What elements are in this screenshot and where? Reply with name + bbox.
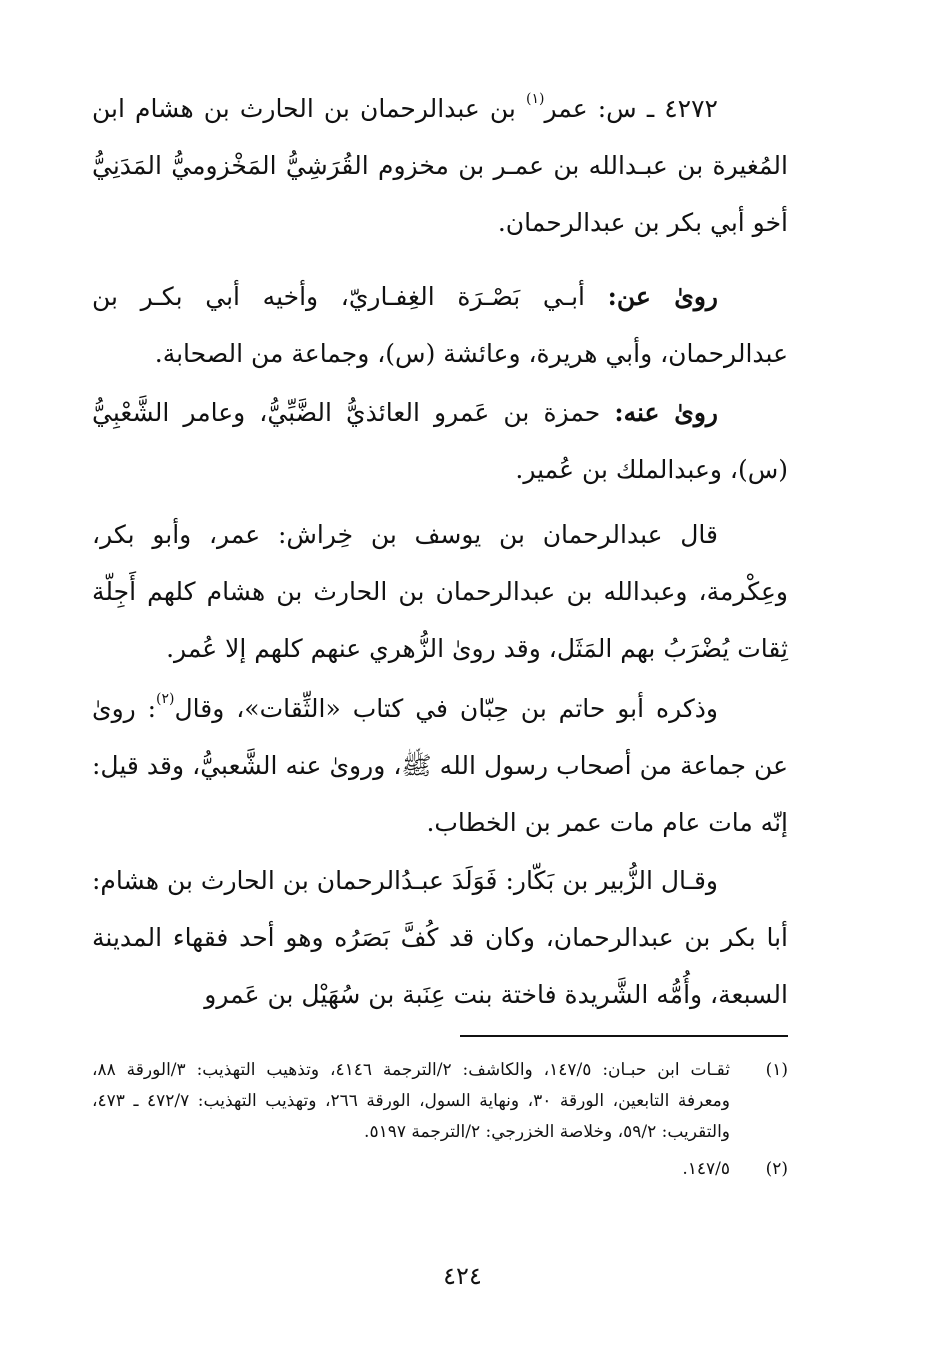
ibn-khirash-paragraph: قال عبدالرحمان بن يوسف بن خِراش: عمر، وأبو بكر، وعِكْرمة، وعبدالله بن عبدالرحمان بن الحارث بن هشام كلهم أَجِلّة ثِقات يُضْرَبُ بهم المَثَل، وقد روىٰ الزُّهري عنهم كلهم إلا عُمر.: [92, 520, 788, 663]
footnote-ref-1[interactable]: (١): [526, 91, 545, 107]
footnote-ref-2[interactable]: (٢): [156, 691, 175, 707]
footnote-number: (١): [765, 1060, 788, 1080]
narrated-from-section: [92, 268, 788, 382]
zubair-paragraph: وقـال الزُّبير بن بَكّار: فَوَلَدَ عبـدُالرحمان بن الحارث بن هشام: أبا بكر بن عبدالرحمان، وكان قد كُفَّ بَصَرُه وهو أحد فقهاء المدينة السبعة، وأُمُّه الشَّريدة فاختة بنت عِنَبة بن سُهَيْل بن عَمرو: [92, 866, 788, 1009]
narrated-from-label: روىٰ عن:: [607, 282, 719, 311]
footnote-text: ١٤٧/٥.: [682, 1159, 730, 1179]
footnote-1: [92, 1055, 788, 1148]
zubair-section: [92, 852, 788, 1023]
footnote-divider: [460, 1035, 788, 1037]
narrated-by-section: [92, 384, 788, 498]
ibn-khirash-section: [92, 506, 788, 677]
narrated-by-text: حمزة بن عَمرو العائذيُّ الضَّبِّيُّ، وعامر الشَّعْبِيُّ (س)، وعبدالملك بن عُمير.: [92, 398, 788, 484]
footnotes: [92, 1055, 788, 1191]
narrated-by-paragraph: [92, 384, 788, 498]
entry-dash: ـ: [646, 94, 655, 123]
narrated-from-text: أبـي بَصْـرَة الغِفـاريّ، وأخيه أبي بكـر بن عبدالرحمان، وأبي هريرة، وعائشة (س)، وجماعة من الصحابة.: [92, 282, 788, 368]
ibn-hibban-text-before: وذكره أبو حاتم بن حِبّان في كتاب «الثِّقات»، وقال: [174, 694, 718, 723]
entry-name: عمر: [544, 94, 588, 123]
footnote-text: ثقـات ابن حبـان: ١٤٧/٥، والكاشف: ٢/الترجمة ٤١٤٦، وتذهيب التهذيب: ٣/الورقة ٨٨، ومعرفة التابعين، الورقة ٣٠، ونهاية السول، الورقة ٢٦٦، وتهذيب التهذيب: ٤٧٢/٧ ـ ٤٧٣، والتقريب: ٥٩/٢، وخلاصة الخزرجي: ٢/الترجمة ٥١٩٧.: [92, 1060, 731, 1142]
ibn-hibban-section: [92, 680, 788, 851]
ibn-hibban-text-after: : روىٰ عن جماعة من أصحاب رسول الله ﷺ، وروىٰ عنه الشَّعبيُّ، وقد قيل: إنّه مات عام مات عمر بن الخطاب.: [92, 694, 788, 837]
entry-number: ٤٢٧٢: [664, 94, 718, 123]
ibn-hibban-paragraph: [92, 680, 788, 851]
entry-code: س:: [597, 94, 637, 123]
entry-heading-paragraph: [92, 80, 788, 251]
entry-lineage: بن عبدالرحمان بن الحارث بن هشام ابن المُغيرة بن عبـدالله بن عمـر بن مخزوم القُرَشِيُّ المَخْزوميُّ المَدَنِيُّ أخو أبي بكر بن عبدالرحمان.: [92, 94, 788, 237]
footnote-number: (٢): [765, 1159, 788, 1179]
narrated-from-paragraph: [92, 268, 788, 382]
entry-paragraph: [92, 80, 788, 251]
footnote-2: [92, 1154, 788, 1185]
narrated-by-label: روىٰ عنه:: [614, 398, 718, 427]
page-number: ٤٢٤: [443, 1262, 482, 1290]
